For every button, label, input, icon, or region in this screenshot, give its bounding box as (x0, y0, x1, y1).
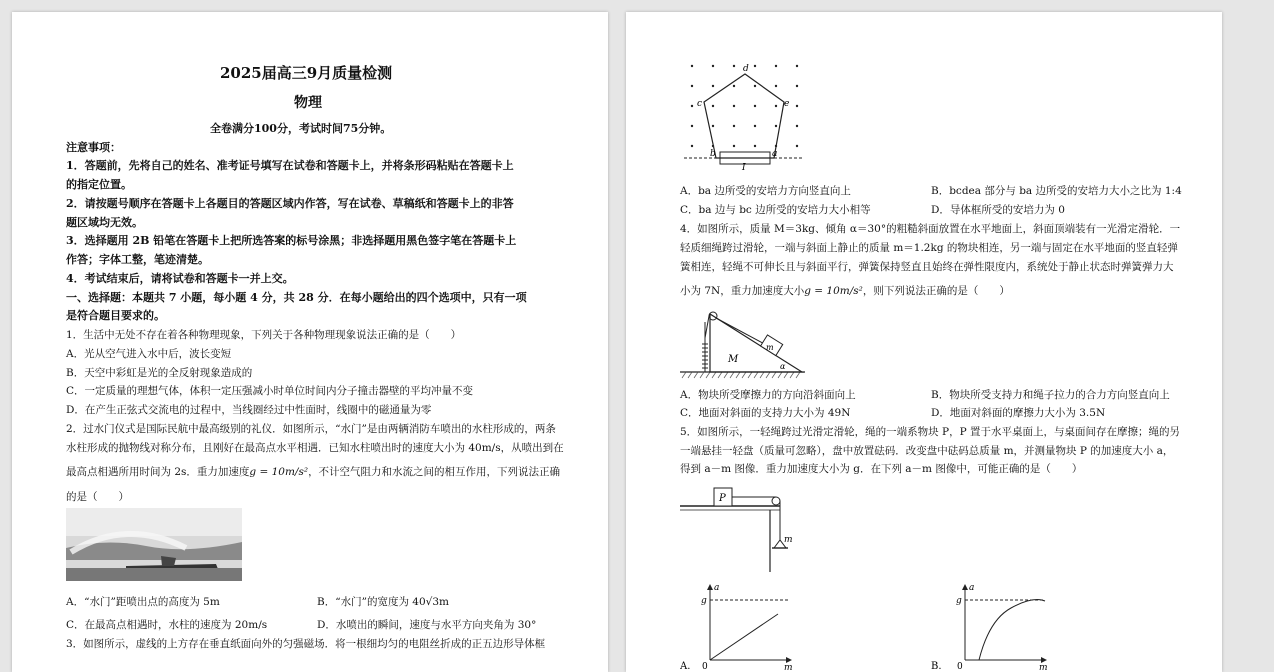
field-dot (796, 85, 798, 87)
ground-hatch (772, 372, 776, 378)
field-dot (754, 65, 756, 67)
field-dot (712, 105, 714, 107)
g-label: g (956, 596, 962, 606)
question-4-line: 轻质细绳跨过滑轮，一端与斜面上静止的质量 m＝1.2kg 的物块相连，另一端与固定在水平地面的竖直轻弹 (680, 242, 1178, 254)
notice-line: 3．选择题用 2B 铅笔在答题卡上把所选答案的标号涂黑；非选择题用黑色签字笔在答题卡上 (66, 234, 517, 247)
ground-hatch (796, 372, 800, 378)
field-dot (754, 125, 756, 127)
ground-hatch (784, 372, 788, 378)
ground-hatch (724, 372, 728, 378)
ground-hatch (766, 372, 770, 378)
field-dot (691, 65, 693, 67)
option: A．ba 边所受的安培力方向竖直向上 (680, 185, 851, 197)
subject-title: 物理 (294, 95, 322, 111)
formula: g = 10m/s² (804, 285, 863, 297)
text: 最高点相遇所用时间为 2s．重力加速度 (66, 466, 250, 478)
option: C．一定质量的理想气体，体积一定压强减小时单位时间内分子撞击器壁的平均冲量不变 (66, 385, 474, 397)
graph-a (680, 580, 800, 672)
question-5-line: 得到 a－m 图像．重力加速度大小为 g．在下列 a－m 图像中，可能正确的是（ ） (680, 463, 1083, 475)
field-dot (733, 105, 735, 107)
field-dot (712, 125, 714, 127)
field-dot (754, 145, 756, 147)
field-dot (733, 125, 735, 127)
label-alpha: α (780, 362, 786, 371)
field-dot (733, 65, 735, 67)
field-dot (775, 85, 777, 87)
origin-label: 0 (957, 662, 963, 672)
y-axis-label: a (969, 583, 975, 593)
x-axis-label: m (784, 663, 793, 672)
field-dot (775, 125, 777, 127)
graph-b (931, 580, 1051, 672)
g-label: g (701, 596, 707, 606)
option: C．地面对斜面的支持力大小为 49N (680, 407, 851, 419)
score-line: 全卷满分100分，考试时间75分钟。 (210, 122, 392, 135)
ground-hatch (694, 372, 698, 378)
option: C．ba 边与 bc 边所受的安培力大小相等 (680, 204, 871, 216)
incline-figure (680, 308, 805, 380)
origin-label: 0 (702, 662, 708, 672)
water-gate-photo (66, 508, 242, 581)
field-dot (712, 85, 714, 87)
option: D．水喷出的瞬间，速度与水平方向夹角为 30° (317, 619, 537, 631)
option: D．地面对斜面的摩擦力大小为 3.5N (931, 407, 1106, 419)
notice-line: 4．考试结束后，请将试卷和答题卡一并上交。 (66, 272, 294, 285)
page-2 (626, 12, 1222, 672)
ground-hatch (730, 372, 734, 378)
ground-hatch (778, 372, 782, 378)
question-4-line (680, 284, 1010, 298)
field-dot (796, 145, 798, 147)
option: A．“水门”距喷出点的高度为 5m (66, 596, 220, 608)
field-dot (691, 125, 693, 127)
field-dot (712, 65, 714, 67)
option: B．“水门”的宽度为 40√3m (317, 596, 449, 608)
field-dot (733, 85, 735, 87)
field-dot (775, 65, 777, 67)
formula: g = 10m/s² (249, 466, 309, 478)
section-heading: 一、选择题：本题共 7 小题，每小题 4 分，共 28 分．在每小题给出的四个选项中，只有一项 (66, 291, 527, 304)
field-dot (691, 85, 693, 87)
y-axis-label: a (714, 583, 720, 593)
label-p: P (719, 493, 726, 504)
label-big-m: M (728, 354, 739, 365)
notice-line: 2．请按题号顺序在答题卡上各题目的答题区域内作答，写在试卷、草稿纸和答题卡上的非答 (66, 197, 514, 210)
question-1: 1．生活中无处不存在着各种物理现象，下列关于各种物理现象说法正确的是（ ） (66, 329, 462, 341)
option: B．天空中彩虹是光的全反射现象造成的 (66, 367, 253, 379)
ground-hatch (736, 372, 740, 378)
question-2-line: 的是（ ） (66, 491, 129, 503)
ground-hatch (742, 372, 746, 378)
ground-hatch (712, 372, 716, 378)
label-m: m (784, 535, 793, 545)
notice-line: 1．答题前，先将自己的姓名、准考证号填写在试卷和答题卡上，并将条形码粘贴在答题卡上 (66, 159, 514, 172)
field-dot (796, 125, 798, 127)
ground-hatch (790, 372, 794, 378)
question-5-line: 一端悬挂一轻盘（质量可忽略），盘中放置砝码．改变盘中砝码总质量 m，并测量物块 P 的加速度大小 a， (680, 445, 1174, 457)
ground-hatch (754, 372, 758, 378)
label-i: I (742, 163, 746, 170)
ground-hatch (748, 372, 752, 378)
question-4-line: 簧相连，轻绳不可伸长且与斜面平行，弹簧保持竖直且始终在弹性限度内，系统处于静止状态时弹簧弹力大 (680, 261, 1174, 273)
question-4-line: 4．如图所示，质量 M＝3kg、倾角 α＝30°的粗糙斜面放置在水平地面上，斜面顶端装有一光滑定滑轮．一 (680, 223, 1181, 235)
page-1 (12, 12, 608, 672)
section-heading: 是符合题目要求的。 (66, 309, 165, 322)
x-axis-label: m (1039, 663, 1048, 672)
field-dot (754, 85, 756, 87)
option: D．导体框所受的安培力为 0 (931, 204, 1065, 216)
question-2-line: 水柱形成的抛物线对称分布，且刚好在最高点水平相遇．已知水柱喷出时的速度大小为 40m/s，从喷出到在 (66, 442, 564, 454)
question-2-line: 2．过水门仪式是国际民航中最高级别的礼仪．如图所示，“水门”是由两辆消防车喷出的水柱形成的，两条 (66, 423, 556, 435)
ground-hatch (700, 372, 704, 378)
option: B．物块所受支持力和绳子拉力的合力方向竖直向上 (931, 389, 1170, 401)
field-dot (691, 145, 693, 147)
text: 小为 7N，重力加速度大小 (680, 285, 805, 297)
text: ，不计空气阻力和水流之间的相互作用，下列说法正确 (308, 466, 561, 478)
ground-hatch (706, 372, 710, 378)
label-c: c (697, 99, 703, 109)
option: D．在产生正弦式交流电的过程中，当线圈经过中性面时，线圈中的磁通量为零 (66, 404, 432, 416)
option-label: B. (931, 661, 942, 672)
label-e: e (784, 99, 790, 109)
label-d: d (743, 64, 749, 74)
field-dot (733, 145, 735, 147)
ground-hatch (718, 372, 722, 378)
ground-hatch (760, 372, 764, 378)
pentagon-figure (684, 60, 814, 170)
option-label: A. (680, 661, 691, 672)
ground-hatch (688, 372, 692, 378)
field-dot (796, 105, 798, 107)
question-3-line: 3．如图所示，虚线的上方存在垂直纸面向外的匀强磁场．将一根细均匀的电阻丝折成的正五边形导体框 (66, 638, 546, 650)
notice-line: 作答；字体工整，笔迹清楚。 (66, 253, 209, 266)
label-a: a (772, 149, 778, 159)
field-dot (775, 105, 777, 107)
option: C．在最高点相遇时，水柱的速度为 20m/s (66, 619, 268, 631)
ground-hatch (682, 372, 686, 378)
exam-title: 2025届高三9月质量检测 (220, 64, 393, 82)
option: B．bcdea 部分与 ba 边所受的安培力大小之比为 1:4 (931, 185, 1182, 197)
notice-heading: 注意事项： (66, 141, 121, 154)
option: A．物块所受摩擦力的方向沿斜面向上 (680, 389, 856, 401)
question-2-line (66, 465, 560, 479)
notice-line: 题区域均无效。 (66, 216, 143, 229)
notice-line: 的指定位置。 (66, 178, 132, 191)
field-dot (691, 105, 693, 107)
question-5-line: 5．如图所示，一轻绳跨过光滑定滑轮，绳的一端系物块 P，P 置于水平桌面上，与桌面间存在摩擦；绳的另 (680, 426, 1180, 438)
field-dot (754, 105, 756, 107)
field-dot (796, 65, 798, 67)
option: A．光从空气进入水中后，波长变短 (66, 348, 232, 360)
pulley-figure (680, 482, 800, 572)
label-b: b (710, 149, 716, 159)
text: ，则下列说法正确的是（ ） (862, 285, 1010, 297)
label-small-m: m (766, 343, 774, 352)
